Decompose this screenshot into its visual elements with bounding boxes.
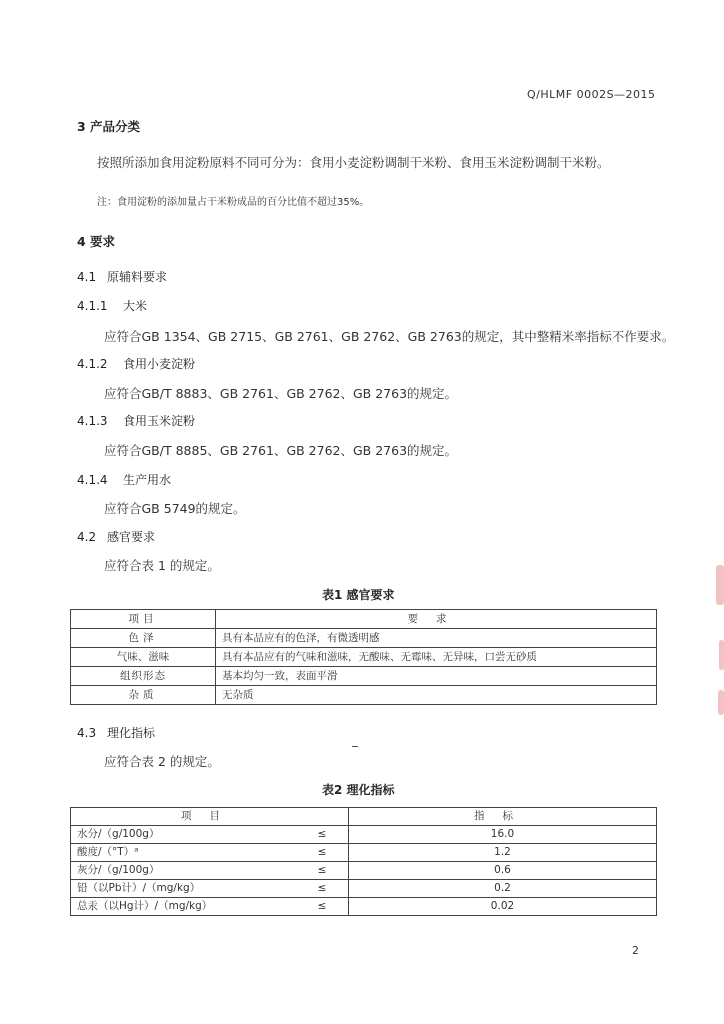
section-4-3-heading bbox=[77, 724, 155, 741]
section-number: 4.1 bbox=[77, 270, 97, 284]
table-header-row bbox=[71, 808, 657, 826]
table-cell: 无杂质 bbox=[216, 686, 657, 705]
section-4-2-text: 应符合表 1 的规定。 bbox=[104, 558, 220, 573]
section-4-heading: 4 要求 bbox=[77, 234, 116, 249]
table-cell: 杂质 bbox=[71, 686, 216, 705]
section-4-1-4-text: 应符合GB 5749的规定。 bbox=[104, 501, 246, 516]
section-4-1-2-heading bbox=[77, 355, 195, 372]
table-cell: 水分/（g/100g） bbox=[71, 826, 297, 844]
section-number: 4.1.4 bbox=[77, 473, 108, 487]
section-4-1-heading bbox=[77, 268, 167, 285]
table-row bbox=[71, 629, 657, 648]
table-cell: 16.0 bbox=[349, 826, 657, 844]
table-2-caption: 表2 理化指标 bbox=[322, 783, 395, 797]
table-cell: 0.2 bbox=[349, 880, 657, 898]
section-4-1-3-heading bbox=[77, 412, 195, 429]
table-1-caption: 表1 感官要求 bbox=[322, 588, 395, 602]
section-4-3-text: 应符合表 2 的规定。 bbox=[104, 754, 220, 769]
table-cell: 酸度/（°T）ᵃ bbox=[71, 844, 297, 862]
section-4-2-heading bbox=[77, 528, 155, 545]
section-4-1-1-heading bbox=[77, 297, 147, 314]
table-row bbox=[71, 844, 657, 862]
section-title: 原辅料要求 bbox=[107, 270, 168, 284]
section-number: 4.1.2 bbox=[77, 357, 108, 371]
section-number: 4.1.1 bbox=[77, 299, 108, 313]
table-cell: 铅（以Pb计）/（mg/kg） bbox=[71, 880, 297, 898]
page-number: 2 bbox=[632, 944, 639, 957]
header-item: 项目 bbox=[71, 610, 216, 629]
table-cell: 气味、滋味 bbox=[71, 648, 216, 667]
scan-mark bbox=[352, 746, 358, 747]
section-number: 4.2 bbox=[77, 530, 97, 544]
sensory-requirements-table bbox=[70, 609, 657, 705]
section-3-note: 注：食用淀粉的添加量占干米粉成品的百分比值不超过35%。 bbox=[97, 197, 370, 208]
table-cell: 具有本品应有的气味和滋味，无酸味、无霉味、无异味，口尝无砂质 bbox=[216, 648, 657, 667]
seal-fragment bbox=[718, 690, 724, 715]
header-requirement: 要求 bbox=[216, 610, 657, 629]
seal-fragment bbox=[719, 640, 724, 670]
section-number: 4.3 bbox=[77, 726, 97, 740]
section-4-1-1-text: 应符合GB 1354、GB 2715、GB 2761、GB 2762、GB 2763的规定，其中整精米率指标不作要求。 bbox=[104, 329, 675, 344]
section-number: 4.1.3 bbox=[77, 414, 108, 428]
header-indicator: 指标 bbox=[349, 808, 657, 826]
table-cell: 基本均匀一致，表面平滑 bbox=[216, 667, 657, 686]
table-cell: ≤ bbox=[296, 880, 349, 898]
section-4-1-3-text: 应符合GB/T 8885、GB 2761、GB 2762、GB 2763的规定。 bbox=[104, 443, 458, 458]
table-cell: 0.6 bbox=[349, 862, 657, 880]
table-cell: ≤ bbox=[296, 862, 349, 880]
table-cell: 1.2 bbox=[349, 844, 657, 862]
section-title: 生产用水 bbox=[123, 473, 172, 487]
section-title: 大米 bbox=[123, 299, 148, 313]
table-cell: 总汞（以Hg计）/（mg/kg） bbox=[71, 898, 297, 916]
table-cell: 0.02 bbox=[349, 898, 657, 916]
seal-fragment bbox=[716, 565, 724, 605]
table-row bbox=[71, 648, 657, 667]
table-row bbox=[71, 667, 657, 686]
section-3-text: 按照所添加食用淀粉原料不同可分为：食用小麦淀粉调制干米粉、食用玉米淀粉调制干米粉。 bbox=[97, 155, 610, 170]
table-row bbox=[71, 862, 657, 880]
table-row bbox=[71, 880, 657, 898]
physicochemical-indicators-table bbox=[70, 807, 657, 916]
table-cell: 色泽 bbox=[71, 629, 216, 648]
table-cell: 具有本品应有的色泽，有微透明感 bbox=[216, 629, 657, 648]
header-item: 项目 bbox=[71, 808, 349, 826]
table-row bbox=[71, 686, 657, 705]
table-cell: ≤ bbox=[296, 844, 349, 862]
standard-code: Q/HLMF 0002S—2015 bbox=[527, 88, 656, 101]
section-title: 理化指标 bbox=[107, 726, 156, 740]
section-4-1-2-text: 应符合GB/T 8883、GB 2761、GB 2762、GB 2763的规定。 bbox=[104, 386, 458, 401]
section-title: 食用小麦淀粉 bbox=[123, 357, 196, 371]
table-cell: ≤ bbox=[296, 826, 349, 844]
table-cell: 组织形态 bbox=[71, 667, 216, 686]
section-3-heading: 3 产品分类 bbox=[77, 119, 141, 134]
table-cell: 灰分/（g/100g） bbox=[71, 862, 297, 880]
table-row bbox=[71, 898, 657, 916]
table-header-row bbox=[71, 610, 657, 629]
section-4-1-4-heading bbox=[77, 471, 171, 488]
table-cell: ≤ bbox=[296, 898, 349, 916]
section-title: 食用玉米淀粉 bbox=[123, 414, 196, 428]
section-title: 感官要求 bbox=[107, 530, 156, 544]
table-row bbox=[71, 826, 657, 844]
